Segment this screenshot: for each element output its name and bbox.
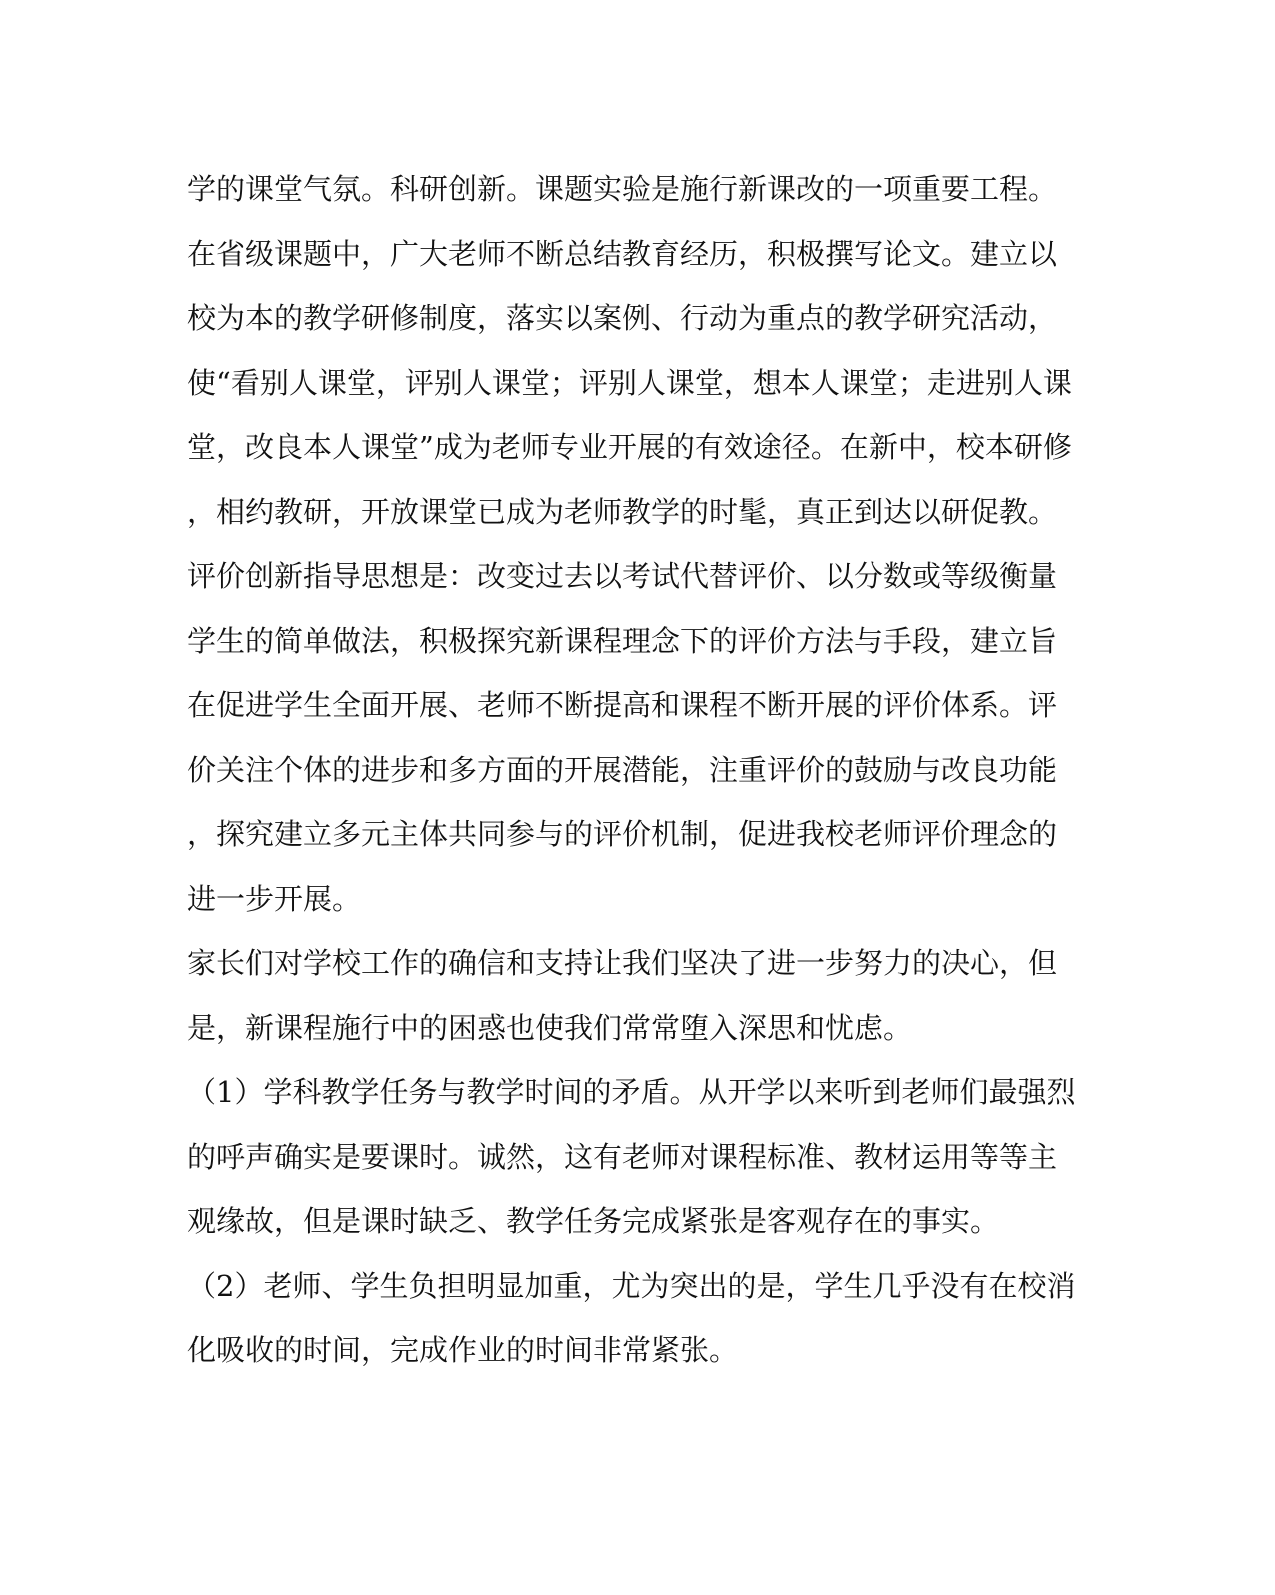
text-line: 观缘故，但是课时缺乏、教学任务完成紧张是客观存在的事实。 — [187, 1204, 1000, 1238]
text-line: 学的课堂气氛。科研创新。课题实验是施行新课改的一项重要工程。 — [187, 172, 1058, 206]
text-line: 化吸收的时间，完成作业的时间非常紧张。 — [187, 1333, 739, 1367]
text-line: 是，新课程施行中的困惑也使我们常常堕入深思和忧虑。 — [187, 1010, 913, 1045]
text-line: 学生的简单做法，积极探究新课程理念下的评价方法与手段，建立旨 — [187, 623, 1058, 658]
text-line: 的呼声确实是要课时。诚然，这有老师对课程标准、教材运用等等主 — [187, 1139, 1058, 1174]
text-line: 在促进学生全面开展、老师不断提高和课程不断开展的评价体系。评 — [187, 688, 1058, 722]
text-line: 校为本的教学研修制度，落实以案例、行动为重点的教学研究活动， — [187, 301, 1058, 335]
text-line: 使“看别人课堂，评别人课堂；评别人课堂，想本人课堂；走进别人课 — [187, 365, 1072, 400]
text-line: 家长们对学校工作的确信和支持让我们坚决了进一步努力的决心，但 — [187, 946, 1058, 980]
text-line: 评价创新指导思想是：改变过去以考试代替评价、以分数或等级衡量 — [187, 559, 1058, 593]
text-line: 在省级课题中，广大老师不断总结教育经历，积极撰写论文。建立以 — [187, 236, 1058, 271]
text-line: 进一步开展。 — [187, 881, 362, 916]
text-line: （2）老师、学生负担明显加重，尤为突出的是，学生几乎没有在校消 — [187, 1268, 1076, 1303]
text-line: 堂，改良本人课堂”成为老师专业开展的有效途径。在新中，校本研修 — [187, 430, 1072, 464]
text-line: 价关注个体的进步和多方面的开展潜能，注重评价的鼓励与改良功能 — [187, 752, 1058, 787]
text-line: （1）学科教学任务与教学时间的矛盾。从开学以来听到老师们最强烈 — [187, 1075, 1076, 1109]
text-line: ，探究建立多元主体共同参与的评价机制，促进我校老师评价理念的 — [187, 817, 1058, 851]
text-line: ，相约教研，开放课堂已成为老师教学的时髦，真正到达以研促教。 — [187, 494, 1058, 529]
document-body — [187, 157, 1087, 1383]
